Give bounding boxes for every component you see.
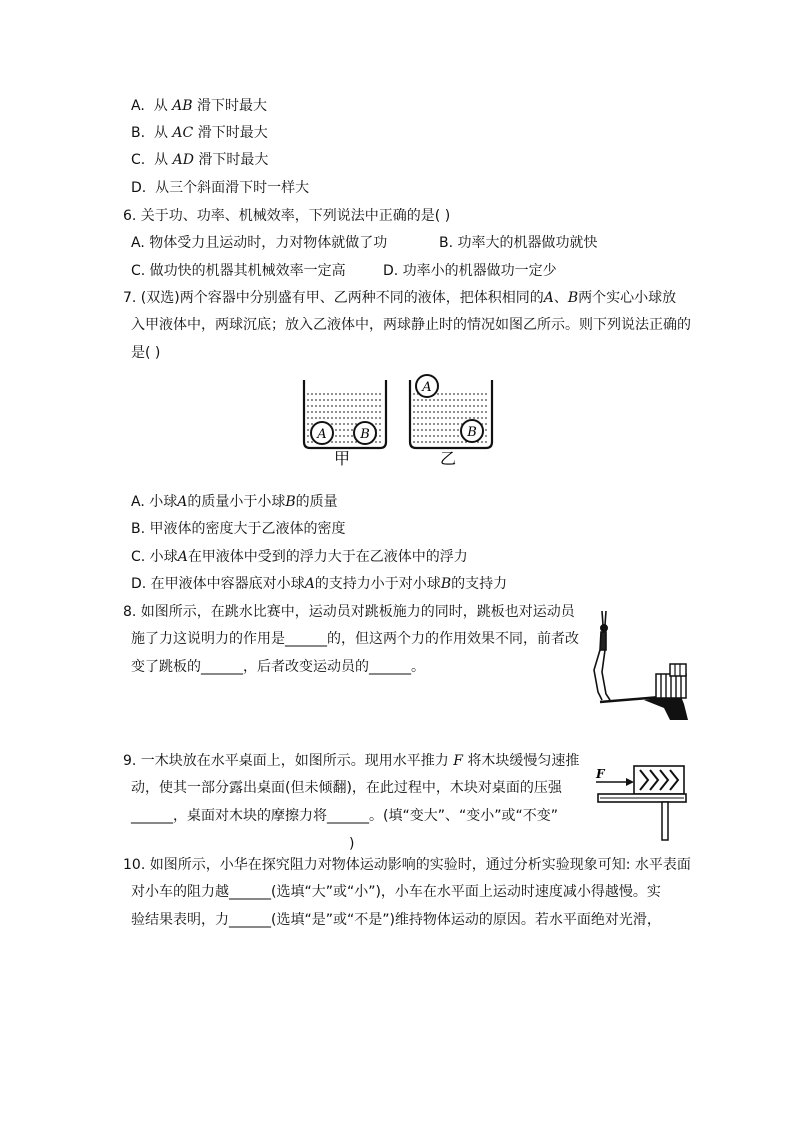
- springboard: [600, 664, 688, 720]
- q7-stem-line2: 入甲液体中，两球沉底；放入乙液体中，两球静止时的情况如图乙所示。则下列说法正确的: [131, 317, 691, 333]
- ball-b-label-yi: B: [467, 425, 477, 440]
- q10-line2: 对小车的阻力越______(选填“大”或“小”)，小车在水平面上运动时速度减小得越慢。实: [131, 884, 661, 900]
- q7-stem-line3: 是( ): [131, 345, 161, 361]
- q5-option-b: B. 从 AC 滑下时最大: [131, 125, 268, 141]
- q6-option-d: D. 功率小的机器做功一定少: [383, 263, 557, 279]
- ball-a-label-yi: A: [422, 380, 432, 395]
- force-arrowhead: [626, 778, 634, 786]
- force-f-label: F: [596, 767, 605, 781]
- q8-diving-figure: [584, 608, 690, 726]
- table: [598, 794, 686, 840]
- q10-line3: 验结果表明，力______(选填“是”或“不是”)维持物体运动的原因。若水平面绝对光滑，: [131, 912, 661, 928]
- q7-stem-line1: 7. (双选)两个容器中分别盛有甲、乙两种不同的液体，把体积相同的A、B两个实心小球放: [123, 290, 677, 306]
- diver: [594, 611, 610, 700]
- q9-line4: ): [349, 836, 355, 852]
- q5-option-a: A. 从 AB 滑下时最大: [131, 98, 267, 114]
- ball-b-label-jia: B: [360, 427, 370, 442]
- q6-option-b: B. 功率大的机器做功就快: [439, 235, 598, 251]
- q7-option-b: B. 甲液体的密度大于乙液体的密度: [131, 521, 346, 537]
- q9-line1: 9. 一木块放在水平桌面上，如图所示。现用水平推力 F 将木块缓慢匀速推: [123, 753, 580, 769]
- q7-option-a: A. 小球A的质量小于小球B的质量: [131, 494, 338, 510]
- wooden-block: [634, 766, 684, 794]
- q10-line1: 10. 如图所示，小华在探究阻力对物体运动影响的实验时，通过分析实验现象可知: 水平表面: [123, 857, 691, 873]
- q7-containers-figure: [296, 372, 496, 466]
- label-jia: 甲: [333, 449, 351, 466]
- q8-line3: 变了跳板的______，后者改变运动员的______。: [131, 659, 425, 675]
- q5-option-d: D. 从三个斜面滑下时一样大: [131, 180, 310, 196]
- q6-stem: 6. 关于功、功率、机械效率，下列说法中正确的是( ): [123, 208, 451, 224]
- q8-line1: 8. 如图所示，在跳水比赛中，运动员对跳板施力的同时，跳板也对运动员: [123, 604, 575, 620]
- q6-option-a: A. 物体受力且运动时，力对物体就做了功: [131, 235, 388, 251]
- q9-line3: ______，桌面对木块的摩擦力将______。(填“变大”、“变小”或“不变”: [131, 808, 558, 824]
- container-jia: [304, 380, 386, 466]
- ball-a-label-jia: A: [317, 427, 327, 442]
- q7-option-c: C. 小球A在甲液体中受到的浮力大于在乙液体中的浮力: [131, 549, 468, 565]
- q9-line2: 动，使其一部分露出桌面(但未倾翻)，在此过程中，木块对桌面的压强: [131, 780, 562, 796]
- q6-option-c: C. 做功快的机器其机械效率一定高: [131, 263, 346, 279]
- q9-block-table-figure: [592, 758, 690, 844]
- container-yi: [410, 375, 492, 466]
- q8-line2: 施了力这说明力的作用是______的，但这两个力的作用效果不同，前者改: [131, 631, 579, 647]
- label-yi: 乙: [439, 449, 457, 466]
- q7-option-d: D. 在甲液体中容器底对小球A的支持力小于对小球B的支持力: [131, 576, 508, 592]
- q5-option-c: C. 从 AD 滑下时最大: [131, 152, 269, 168]
